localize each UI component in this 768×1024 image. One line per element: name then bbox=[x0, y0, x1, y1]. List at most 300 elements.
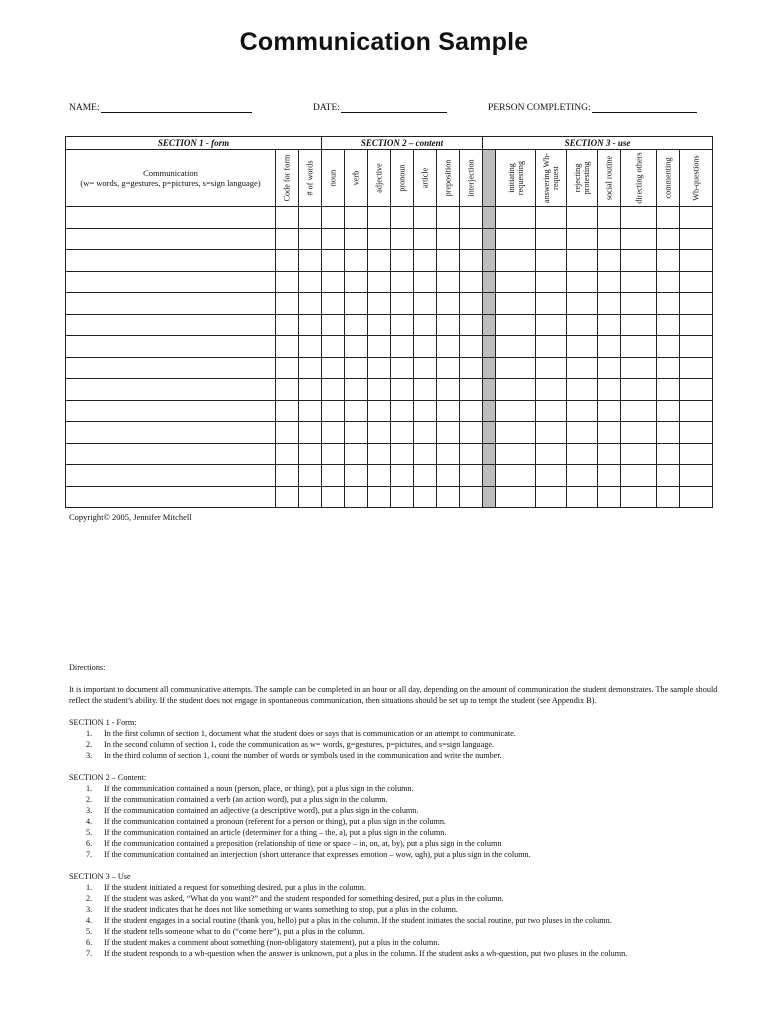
table-row bbox=[66, 357, 713, 379]
entry-cell[interactable] bbox=[299, 228, 322, 250]
table-row bbox=[66, 422, 713, 444]
section-1-header: SECTION 1 - form bbox=[66, 137, 322, 150]
copyright-notice: Copyright© 2005, Jennifer Mitchell bbox=[69, 512, 192, 522]
entry-cell[interactable] bbox=[496, 379, 536, 401]
entry-cell[interactable] bbox=[621, 271, 657, 293]
entry-cell[interactable] bbox=[598, 250, 621, 272]
entry-cell[interactable] bbox=[621, 228, 657, 250]
communication-legend: (w= words, g=gestures, p=pictures, s=sign language) bbox=[80, 178, 261, 188]
entry-cell[interactable] bbox=[680, 465, 713, 487]
entry-cell[interactable] bbox=[322, 314, 345, 336]
list-number: 2. bbox=[86, 894, 93, 903]
entry-cell[interactable] bbox=[368, 271, 391, 293]
entry-cell[interactable] bbox=[299, 486, 322, 508]
list-number: 1. bbox=[86, 729, 93, 738]
entry-cell[interactable] bbox=[414, 271, 437, 293]
entry-cell[interactable] bbox=[322, 228, 345, 250]
entry-cell[interactable] bbox=[391, 314, 414, 336]
entry-cell[interactable] bbox=[657, 486, 680, 508]
entry-cell[interactable] bbox=[345, 465, 368, 487]
entry-cell[interactable] bbox=[567, 357, 598, 379]
entry-cell[interactable] bbox=[680, 443, 713, 465]
entry-cell[interactable] bbox=[657, 250, 680, 272]
entry-cell[interactable] bbox=[345, 228, 368, 250]
entry-cell[interactable] bbox=[66, 293, 276, 315]
table-row bbox=[66, 443, 713, 465]
entry-cell[interactable] bbox=[621, 336, 657, 358]
entry-cell[interactable] bbox=[621, 486, 657, 508]
entry-cell[interactable] bbox=[460, 228, 483, 250]
directions-heading: Directions: bbox=[69, 663, 106, 672]
entry-cell[interactable] bbox=[657, 293, 680, 315]
entry-cell[interactable] bbox=[414, 336, 437, 358]
table-row bbox=[66, 486, 713, 508]
entry-cell[interactable] bbox=[368, 400, 391, 422]
answering-wh-request-header bbox=[536, 150, 567, 207]
entry-cell[interactable] bbox=[299, 357, 322, 379]
entry-cell[interactable] bbox=[496, 271, 536, 293]
entry-cell[interactable] bbox=[391, 293, 414, 315]
section-3-direction-item bbox=[69, 893, 719, 904]
entry-cell[interactable] bbox=[621, 443, 657, 465]
entry-cell[interactable] bbox=[276, 422, 299, 444]
list-item-text: If the student initiated a request for something desired, put a plus in the column. bbox=[104, 883, 366, 892]
entry-cell[interactable] bbox=[621, 465, 657, 487]
entry-cell[interactable] bbox=[536, 422, 567, 444]
entry-cell[interactable] bbox=[496, 400, 536, 422]
entry-cell[interactable] bbox=[66, 422, 276, 444]
list-item-text: If the communication contained an interjection (short utterance that expresses emotion – wow, ugh), put a plus sign in the column. bbox=[104, 850, 531, 859]
entry-cell[interactable] bbox=[345, 443, 368, 465]
entry-cell[interactable] bbox=[368, 465, 391, 487]
entry-cell[interactable] bbox=[621, 357, 657, 379]
entry-cell[interactable] bbox=[460, 271, 483, 293]
entry-cell[interactable] bbox=[536, 465, 567, 487]
entry-cell[interactable] bbox=[322, 486, 345, 508]
interjection-header bbox=[460, 150, 483, 207]
entry-cell[interactable] bbox=[276, 465, 299, 487]
entry-cell[interactable] bbox=[621, 379, 657, 401]
entry-cell[interactable] bbox=[536, 314, 567, 336]
entry-cell[interactable] bbox=[496, 465, 536, 487]
entry-cell[interactable] bbox=[657, 379, 680, 401]
table-row bbox=[66, 314, 713, 336]
entry-cell[interactable] bbox=[414, 443, 437, 465]
entry-cell[interactable] bbox=[66, 336, 276, 358]
entry-cell[interactable] bbox=[391, 228, 414, 250]
entry-cell[interactable] bbox=[460, 314, 483, 336]
entry-cell[interactable] bbox=[598, 271, 621, 293]
entry-cell[interactable] bbox=[536, 271, 567, 293]
entry-cell[interactable] bbox=[391, 357, 414, 379]
entry-cell[interactable] bbox=[276, 314, 299, 336]
entry-cell[interactable] bbox=[276, 207, 299, 229]
entry-cell[interactable] bbox=[680, 314, 713, 336]
date-field[interactable] bbox=[313, 102, 447, 113]
entry-cell[interactable] bbox=[322, 336, 345, 358]
entry-cell[interactable] bbox=[567, 465, 598, 487]
entry-cell[interactable] bbox=[680, 293, 713, 315]
code-for-form-label: Code for form bbox=[282, 154, 292, 202]
entry-cell[interactable] bbox=[391, 400, 414, 422]
entry-cell[interactable] bbox=[276, 293, 299, 315]
page-title: Communication Sample bbox=[239, 28, 529, 56]
section-3-direction-item bbox=[69, 915, 719, 926]
entry-cell[interactable] bbox=[391, 271, 414, 293]
entry-cell[interactable] bbox=[460, 443, 483, 465]
entry-cell[interactable] bbox=[345, 250, 368, 272]
entry-cell[interactable] bbox=[368, 336, 391, 358]
entry-cell[interactable] bbox=[322, 271, 345, 293]
entry-cell[interactable] bbox=[460, 465, 483, 487]
table-row bbox=[66, 228, 713, 250]
entry-cell[interactable] bbox=[496, 314, 536, 336]
entry-cell[interactable] bbox=[598, 357, 621, 379]
entry-cell[interactable] bbox=[345, 422, 368, 444]
entry-cell[interactable] bbox=[567, 207, 598, 229]
entry-cell[interactable] bbox=[680, 250, 713, 272]
entry-cell[interactable] bbox=[657, 336, 680, 358]
entry-cell[interactable] bbox=[567, 336, 598, 358]
verb-label: verb bbox=[351, 170, 361, 186]
entry-cell[interactable] bbox=[276, 400, 299, 422]
entry-cell[interactable] bbox=[66, 379, 276, 401]
list-number: 2. bbox=[86, 795, 93, 804]
entry-cell[interactable] bbox=[598, 228, 621, 250]
entry-cell[interactable] bbox=[460, 250, 483, 272]
entry-cell[interactable] bbox=[391, 465, 414, 487]
entry-cell[interactable] bbox=[567, 379, 598, 401]
entry-cell[interactable] bbox=[276, 379, 299, 401]
entry-cell[interactable] bbox=[391, 422, 414, 444]
entry-cell[interactable] bbox=[391, 336, 414, 358]
entry-cell[interactable] bbox=[345, 357, 368, 379]
entry-cell[interactable] bbox=[345, 336, 368, 358]
entry-cell[interactable] bbox=[437, 465, 460, 487]
entry-cell[interactable] bbox=[598, 422, 621, 444]
entry-cell[interactable] bbox=[567, 314, 598, 336]
entry-cell[interactable] bbox=[657, 400, 680, 422]
entry-cell[interactable] bbox=[437, 271, 460, 293]
entry-cell[interactable] bbox=[368, 357, 391, 379]
section-2-directions-heading: SECTION 2 – Content: bbox=[69, 773, 147, 782]
entry-cell[interactable] bbox=[414, 207, 437, 229]
entry-cell[interactable] bbox=[536, 486, 567, 508]
entry-cell[interactable] bbox=[276, 336, 299, 358]
entry-cell[interactable] bbox=[657, 465, 680, 487]
wh-questions-label: Wh-questions bbox=[691, 155, 701, 201]
entry-cell[interactable] bbox=[299, 379, 322, 401]
entry-cell[interactable] bbox=[621, 314, 657, 336]
table-row bbox=[66, 336, 713, 358]
entry-cell[interactable] bbox=[598, 314, 621, 336]
section-3-header: SECTION 3 - use bbox=[483, 137, 713, 150]
entry-cell[interactable] bbox=[460, 357, 483, 379]
entry-cell[interactable] bbox=[299, 422, 322, 444]
entry-cell[interactable] bbox=[276, 357, 299, 379]
entry-cell[interactable] bbox=[414, 228, 437, 250]
pronoun-header bbox=[391, 150, 414, 207]
commenting-header bbox=[657, 150, 680, 207]
entry-cell[interactable] bbox=[299, 271, 322, 293]
entry-cell[interactable] bbox=[299, 336, 322, 358]
entry-cell[interactable] bbox=[567, 293, 598, 315]
entry-cell[interactable] bbox=[536, 357, 567, 379]
entry-cell[interactable] bbox=[621, 400, 657, 422]
entry-cell[interactable] bbox=[299, 293, 322, 315]
entry-cell[interactable] bbox=[496, 443, 536, 465]
entry-cell[interactable] bbox=[414, 314, 437, 336]
list-number: 6. bbox=[86, 938, 93, 947]
directions-intro: It is important to document all communicative attempts. The sample can be completed in an hour or all day, depending on the amount of communication the student demonstrates. The sample should reflect the student’s ability. If the student does not engage in spontaneous communication, then situations should be set up to tempt the student (see Appendix B). bbox=[69, 685, 718, 705]
entry-cell[interactable] bbox=[680, 357, 713, 379]
entry-cell[interactable] bbox=[345, 379, 368, 401]
entry-cell[interactable] bbox=[437, 228, 460, 250]
entry-cell[interactable] bbox=[657, 443, 680, 465]
entry-cell[interactable] bbox=[345, 207, 368, 229]
entry-cell[interactable] bbox=[414, 486, 437, 508]
entry-cell[interactable] bbox=[299, 250, 322, 272]
table-row bbox=[66, 250, 713, 272]
entry-cell[interactable] bbox=[536, 400, 567, 422]
entry-cell[interactable] bbox=[680, 207, 713, 229]
entry-cell[interactable] bbox=[276, 250, 299, 272]
entry-cell[interactable] bbox=[657, 207, 680, 229]
list-number: 5. bbox=[86, 828, 93, 837]
entry-cell[interactable] bbox=[496, 422, 536, 444]
entry-cell[interactable] bbox=[66, 228, 276, 250]
entry-cell[interactable] bbox=[437, 486, 460, 508]
entry-cell[interactable] bbox=[66, 486, 276, 508]
entry-cell[interactable] bbox=[276, 443, 299, 465]
date-line[interactable] bbox=[341, 102, 447, 113]
entry-cell[interactable] bbox=[437, 250, 460, 272]
entry-cell[interactable] bbox=[299, 443, 322, 465]
entry-cell[interactable] bbox=[437, 314, 460, 336]
entry-cell[interactable] bbox=[567, 250, 598, 272]
section-2-header: SECTION 2 – content bbox=[322, 137, 483, 150]
entry-cell[interactable] bbox=[66, 400, 276, 422]
list-number: 2. bbox=[86, 740, 93, 749]
entry-cell[interactable] bbox=[496, 228, 536, 250]
entry-cell[interactable] bbox=[621, 207, 657, 229]
entry-cell[interactable] bbox=[414, 422, 437, 444]
entry-cell[interactable] bbox=[460, 486, 483, 508]
entry-cell[interactable] bbox=[536, 293, 567, 315]
entry-cell[interactable] bbox=[536, 207, 567, 229]
entry-cell[interactable] bbox=[657, 271, 680, 293]
entry-cell[interactable] bbox=[621, 422, 657, 444]
rejecting-protesting-header bbox=[567, 150, 598, 207]
entry-cell[interactable] bbox=[536, 228, 567, 250]
entry-cell[interactable] bbox=[322, 422, 345, 444]
entry-cell[interactable] bbox=[437, 379, 460, 401]
entry-cell[interactable] bbox=[414, 357, 437, 379]
entry-cell[interactable] bbox=[621, 293, 657, 315]
entry-cell[interactable] bbox=[414, 465, 437, 487]
entry-cell[interactable] bbox=[598, 207, 621, 229]
noun-label: noun bbox=[328, 169, 338, 187]
entry-cell[interactable] bbox=[496, 207, 536, 229]
entry-cell[interactable] bbox=[322, 465, 345, 487]
entry-cell[interactable] bbox=[496, 250, 536, 272]
entry-cell[interactable] bbox=[680, 271, 713, 293]
entry-cell[interactable] bbox=[322, 293, 345, 315]
entry-cell[interactable] bbox=[66, 271, 276, 293]
entry-cell[interactable] bbox=[368, 443, 391, 465]
entry-cell[interactable] bbox=[536, 379, 567, 401]
entry-cell[interactable] bbox=[368, 207, 391, 229]
entry-cell[interactable] bbox=[414, 379, 437, 401]
entry-cell[interactable] bbox=[322, 207, 345, 229]
list-number: 4. bbox=[86, 916, 93, 925]
entry-cell[interactable] bbox=[414, 400, 437, 422]
entry-cell[interactable] bbox=[391, 207, 414, 229]
entry-cell[interactable] bbox=[598, 379, 621, 401]
entry-cell[interactable] bbox=[598, 293, 621, 315]
rejecting-protesting-label: rejecting protesting bbox=[573, 161, 591, 195]
entry-cell[interactable] bbox=[322, 400, 345, 422]
shaded-divider-cell bbox=[483, 207, 496, 229]
entry-cell[interactable] bbox=[496, 486, 536, 508]
shaded-divider-cell bbox=[483, 293, 496, 315]
entry-cell[interactable] bbox=[299, 207, 322, 229]
entry-cell[interactable] bbox=[536, 443, 567, 465]
entry-cell[interactable] bbox=[680, 228, 713, 250]
shaded-divider-cell bbox=[483, 400, 496, 422]
entry-cell[interactable] bbox=[460, 336, 483, 358]
entry-cell[interactable] bbox=[567, 228, 598, 250]
entry-cell[interactable] bbox=[368, 250, 391, 272]
entry-cell[interactable] bbox=[437, 443, 460, 465]
entry-cell[interactable] bbox=[598, 465, 621, 487]
entry-cell[interactable] bbox=[299, 400, 322, 422]
entry-cell[interactable] bbox=[276, 486, 299, 508]
person-completing-field[interactable] bbox=[488, 102, 697, 113]
entry-cell[interactable] bbox=[368, 314, 391, 336]
entry-cell[interactable] bbox=[437, 357, 460, 379]
list-item-text: In the second column of section 1, code the communication as w= words, g=gestures, p=pictures, and s=sign language. bbox=[104, 740, 495, 749]
entry-cell[interactable] bbox=[66, 314, 276, 336]
entry-cell[interactable] bbox=[322, 379, 345, 401]
entry-cell[interactable] bbox=[460, 422, 483, 444]
entry-cell[interactable] bbox=[567, 486, 598, 508]
entry-cell[interactable] bbox=[437, 400, 460, 422]
entry-cell[interactable] bbox=[368, 293, 391, 315]
entry-cell[interactable] bbox=[567, 443, 598, 465]
name-line[interactable] bbox=[101, 102, 252, 113]
entry-cell[interactable] bbox=[66, 443, 276, 465]
section-3-directions-heading: SECTION 3 – Use bbox=[69, 872, 131, 881]
section-3-direction-item bbox=[69, 948, 719, 959]
entry-cell[interactable] bbox=[391, 486, 414, 508]
entry-cell[interactable] bbox=[414, 250, 437, 272]
entry-cell[interactable] bbox=[66, 207, 276, 229]
entry-cell[interactable] bbox=[536, 336, 567, 358]
entry-cell[interactable] bbox=[567, 400, 598, 422]
entry-cell[interactable] bbox=[368, 422, 391, 444]
entry-cell[interactable] bbox=[276, 228, 299, 250]
entry-cell[interactable] bbox=[345, 400, 368, 422]
entry-cell[interactable] bbox=[621, 250, 657, 272]
entry-cell[interactable] bbox=[66, 357, 276, 379]
entry-cell[interactable] bbox=[414, 293, 437, 315]
list-item-text: If the communication contained a preposition (relationship of time or space – in, on, at, by), put a plus sign in the column bbox=[104, 839, 502, 848]
list-number: 7. bbox=[86, 850, 93, 859]
entry-cell[interactable] bbox=[496, 293, 536, 315]
entry-cell[interactable] bbox=[368, 486, 391, 508]
entry-cell[interactable] bbox=[598, 443, 621, 465]
entry-cell[interactable] bbox=[680, 422, 713, 444]
entry-cell[interactable] bbox=[657, 314, 680, 336]
entry-cell[interactable] bbox=[460, 400, 483, 422]
person-completing-line[interactable] bbox=[592, 102, 697, 113]
entry-cell[interactable] bbox=[345, 486, 368, 508]
entry-cell[interactable] bbox=[368, 228, 391, 250]
entry-cell[interactable] bbox=[657, 357, 680, 379]
section-1-direction-item bbox=[69, 739, 719, 750]
list-item-text: If the communication contained an article (determiner for a thing – the, a), put a plus sign in the column. bbox=[104, 828, 447, 837]
entry-cell[interactable] bbox=[460, 293, 483, 315]
article-header bbox=[414, 150, 437, 207]
entry-cell[interactable] bbox=[567, 271, 598, 293]
entry-cell[interactable] bbox=[368, 379, 391, 401]
entry-cell[interactable] bbox=[536, 250, 567, 272]
entry-cell[interactable] bbox=[322, 443, 345, 465]
entry-cell[interactable] bbox=[598, 400, 621, 422]
entry-cell[interactable] bbox=[299, 314, 322, 336]
entry-cell[interactable] bbox=[345, 293, 368, 315]
entry-cell[interactable] bbox=[391, 443, 414, 465]
entry-cell[interactable] bbox=[598, 486, 621, 508]
entry-cell[interactable] bbox=[345, 314, 368, 336]
section-2-direction-item bbox=[69, 838, 719, 849]
name-field[interactable] bbox=[69, 102, 252, 113]
entry-cell[interactable] bbox=[437, 336, 460, 358]
entry-cell[interactable] bbox=[391, 250, 414, 272]
entry-cell[interactable] bbox=[322, 250, 345, 272]
entry-cell[interactable] bbox=[680, 486, 713, 508]
communication-title: Communication bbox=[143, 168, 198, 178]
entry-cell[interactable] bbox=[496, 336, 536, 358]
entry-cell[interactable] bbox=[66, 250, 276, 272]
shaded-divider-cell bbox=[483, 357, 496, 379]
entry-cell[interactable] bbox=[345, 271, 368, 293]
entry-cell[interactable] bbox=[680, 400, 713, 422]
section-1-direction-item bbox=[69, 728, 719, 739]
entry-cell[interactable] bbox=[460, 207, 483, 229]
entry-cell[interactable] bbox=[680, 379, 713, 401]
entry-cell[interactable] bbox=[657, 228, 680, 250]
entry-cell[interactable] bbox=[680, 336, 713, 358]
entry-cell[interactable] bbox=[299, 465, 322, 487]
entry-rows bbox=[66, 207, 713, 508]
section-1-direction-item bbox=[69, 750, 719, 761]
entry-cell[interactable] bbox=[276, 271, 299, 293]
entry-cell[interactable] bbox=[657, 422, 680, 444]
entry-cell[interactable] bbox=[496, 357, 536, 379]
entry-cell[interactable] bbox=[567, 422, 598, 444]
entry-cell[interactable] bbox=[437, 293, 460, 315]
entry-cell[interactable] bbox=[437, 422, 460, 444]
noun-header bbox=[322, 150, 345, 207]
entry-cell[interactable] bbox=[391, 379, 414, 401]
entry-cell[interactable] bbox=[598, 336, 621, 358]
entry-cell[interactable] bbox=[460, 379, 483, 401]
entry-cell[interactable] bbox=[322, 357, 345, 379]
entry-cell[interactable] bbox=[66, 465, 276, 487]
entry-cell[interactable] bbox=[437, 207, 460, 229]
